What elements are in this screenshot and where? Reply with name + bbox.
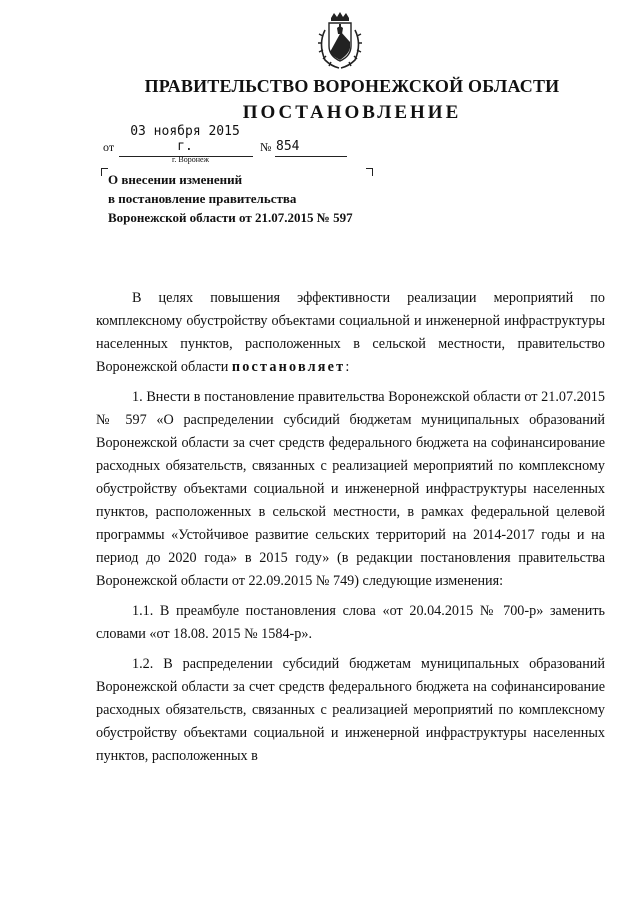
paragraph-text: В целях повышения эффективности реализации мероприятий по комплексному обустройству объектами социальной и инженерной инфраструктуры населенных пунктов, расположенных в сельской местности, правительство Воронежской области bbox=[96, 290, 605, 375]
document-subject bbox=[108, 170, 353, 227]
decision-keyword: постановляет bbox=[231, 359, 346, 375]
body-paragraph: 1.2. В распределении субсидий бюджетам муниципальных образований Воронежской области за счет средств федерального бюджета на софинансирование расходных обязательств, связанных с реализацией мероприятий по комплексному обустройству объектами социальной и инженерной инфраструктуры населенных пунктов, расположенных в bbox=[96, 656, 605, 764]
subject-line: Воронежской области от 21.07.2015 № 597 bbox=[108, 210, 353, 225]
subject-line: О внесении изменений bbox=[108, 172, 243, 187]
government-title: ПРАВИТЕЛЬСТВО ВОРОНЕЖСКОЙ ОБЛАСТИ bbox=[144, 76, 560, 96]
date-label: от bbox=[103, 140, 115, 154]
number-value: 854 bbox=[276, 139, 300, 154]
body-paragraph: 1.1. В преамбуле постановления слова «от 20.04.2015 № 700-р» заменить словами «от 18.08. 2015 № 1584-р». bbox=[96, 603, 605, 642]
body-paragraph: 1. Внести в постановление правительства Воронежской области от 21.07.2015 № 597 «О распределении субсидий бюджетам муниципальных образований Воронежской области за счет средств федерального бюджета на софинансирование расходных обязательств, связанных с реализацией мероприятий по комплексному обустройству объектами социальной и инженерной инфраструктуры населенных пунктов, расположенных в сельской местности, в рамках федеральной целевой программы «Устойчивое развитие сельских территорий на 2014-2017 годы и на период до 2020 года» в 2015 году» (в редакции постановления правительства Воронежской области от 22.09.2015 № 749) следующие изменения: bbox=[96, 389, 605, 589]
coat-of-arms-icon bbox=[315, 12, 365, 70]
subject-corner-right bbox=[366, 168, 373, 176]
city-label: г. Воронеж bbox=[172, 155, 210, 164]
document-body bbox=[96, 287, 605, 775]
number-label: № bbox=[260, 140, 272, 154]
subject-corner-left bbox=[101, 168, 108, 176]
number-underline bbox=[275, 156, 347, 157]
document-type-title: ПОСТАНОВЛЕНИЕ bbox=[242, 102, 462, 123]
subject-line: в постановление правительства bbox=[108, 191, 297, 206]
paragraph-end: : bbox=[345, 359, 350, 375]
date-value: 03 ноября 2015 г. bbox=[130, 124, 240, 154]
body-paragraph bbox=[96, 287, 605, 379]
